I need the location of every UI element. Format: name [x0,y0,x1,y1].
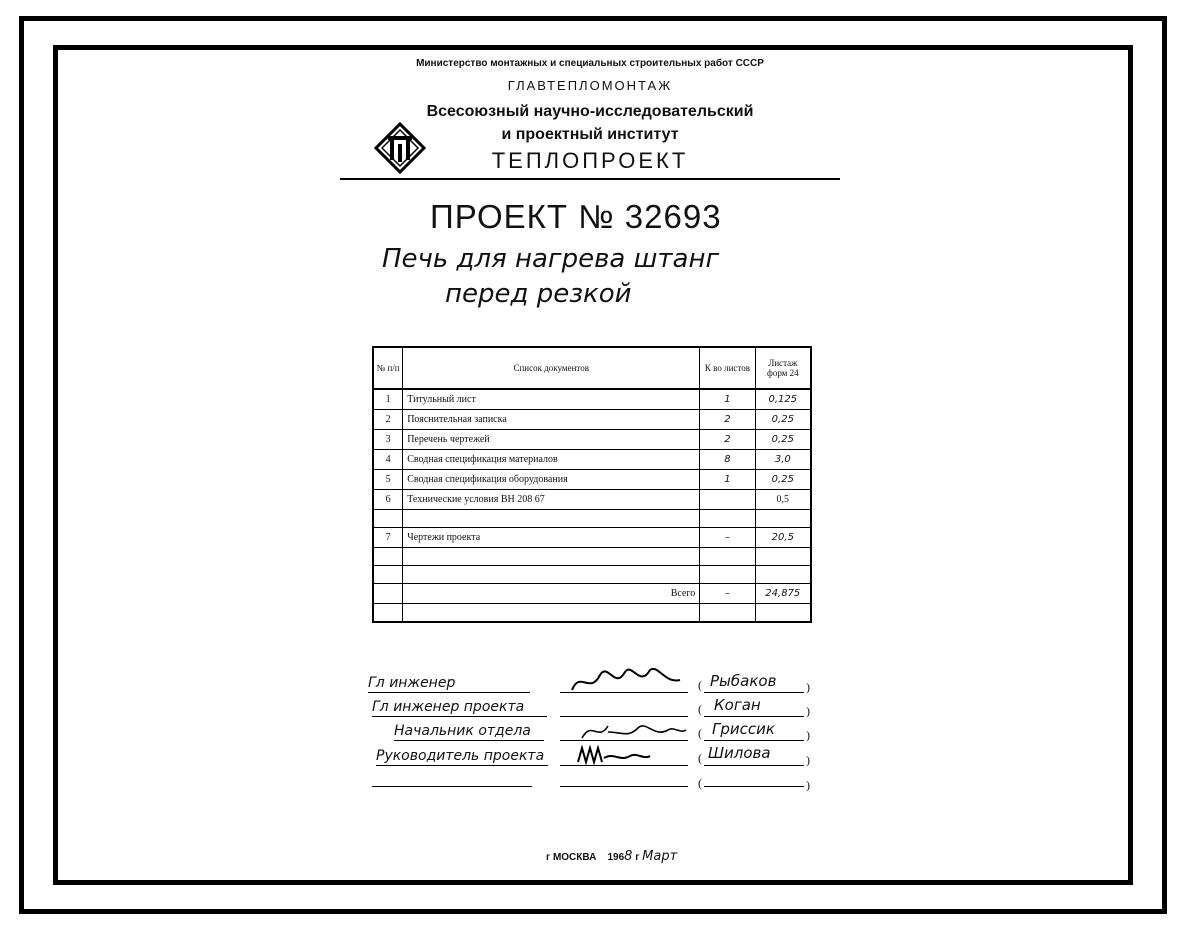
table-row-empty [373,604,811,623]
table-row-empty [373,548,811,566]
table-row [373,389,811,410]
signature-line-empty [560,786,688,787]
row-name: Технические условия ВН 208 67 [403,490,700,510]
row-name: Чертежи проекта [403,528,700,548]
signature-role-1: Гл инженер [368,675,456,691]
signature-role-line [394,740,544,741]
row-num: 1 [373,389,403,410]
row-format: 0,125 [755,389,811,410]
row-num: 2 [373,410,403,430]
row-num: 3 [373,430,403,450]
row-num: 7 [373,528,403,548]
name-line [704,765,804,766]
signature-role-line-empty [372,786,532,787]
institute-line1: Всесоюзный научно-исследовательский [426,103,754,120]
signature-scribble-4 [574,742,664,768]
header-format: Листаж форм 24 [755,347,811,389]
name-line [704,740,804,741]
row-sheets: 1 [700,470,755,490]
signature-role-line [376,765,548,766]
row-sheets: – [700,528,755,548]
name-line-empty [704,786,804,787]
row-format [755,510,811,528]
row-name [403,510,700,528]
row-sheets: 1 [700,389,755,410]
total-label: Всего [403,584,700,604]
signature-role-2: Гл инженер проекта [372,699,525,715]
table-row [373,430,811,450]
row-format: 0,25 [755,410,811,430]
header-name: Список документов [403,347,700,389]
signature-role-4: Руководитель проекта [376,748,545,764]
row-format: 0,5 [755,490,811,510]
project-number: ПРОЕКТ № 32693 [430,198,722,235]
table-total-row [373,584,811,604]
header-sheets: К во листов [700,347,755,389]
total-sheets: – [700,584,755,604]
row-format: 0,25 [755,430,811,450]
footer-year-suffix: г [635,852,640,863]
institute-line2: и проектный институт [501,126,679,143]
signature-role-3: Начальник отдела [394,723,531,739]
row-format: 0,25 [755,470,811,490]
row-format: 20,5 [755,528,811,548]
signature-name-4: Шилова [708,744,771,762]
table-row [373,490,811,510]
footer-year-prefix: 196 [607,852,625,863]
row-sheets [700,510,755,528]
footer-year-digit: 8 [624,849,633,864]
table-row [373,470,811,490]
ministry-text: Министерство монтажных и специальных строительных работ СССР [416,58,764,69]
row-num: 6 [373,490,403,510]
table-header-row [373,347,811,389]
institute-name: ТЕПЛОПРОЕКТ [491,148,689,173]
row-sheets: 8 [700,450,755,470]
row-sheets: 2 [700,410,755,430]
table-row [373,510,811,528]
signature-name-3: Гриссик [712,720,775,738]
footer-month: Март [642,849,678,864]
table-row-empty [373,566,811,584]
row-format: 3,0 [755,450,811,470]
documents-table [372,346,812,623]
project-title-line2: перед резкой [445,279,632,309]
row-num [373,510,403,528]
footer-city: г МОСКВА [546,852,597,863]
row-name: Сводная спецификация материалов [403,450,700,470]
signature-line [560,716,688,717]
table-row [373,410,811,430]
table-row [373,528,811,548]
row-sheets [700,490,755,510]
signature-scribble-3 [578,718,688,744]
glav-text: ГЛАВТЕПЛОМОНТАЖ [507,78,673,93]
signature-role-line [372,716,547,717]
row-name: Пояснительная записка [403,410,700,430]
row-num: 5 [373,470,403,490]
name-line [704,716,804,717]
signature-scribble-1 [570,660,690,700]
name-line [704,692,804,693]
row-name: Перечень чертежей [403,430,700,450]
row-sheets: 2 [700,430,755,450]
row-name: Сводная спецификация оборудования [403,470,700,490]
footer [546,849,677,864]
signature-name-2: Коган [714,696,761,714]
total-format: 24,875 [755,584,811,604]
row-num: 4 [373,450,403,470]
table-row [373,450,811,470]
header-num: № п/п [373,347,403,389]
header-divider [340,178,840,180]
signature-name-1: Рыбаков [710,672,777,690]
row-name: Титульный лист [403,389,700,410]
signature-role-line [368,692,530,693]
project-title-line1: Печь для нагрева штанг [382,244,720,274]
